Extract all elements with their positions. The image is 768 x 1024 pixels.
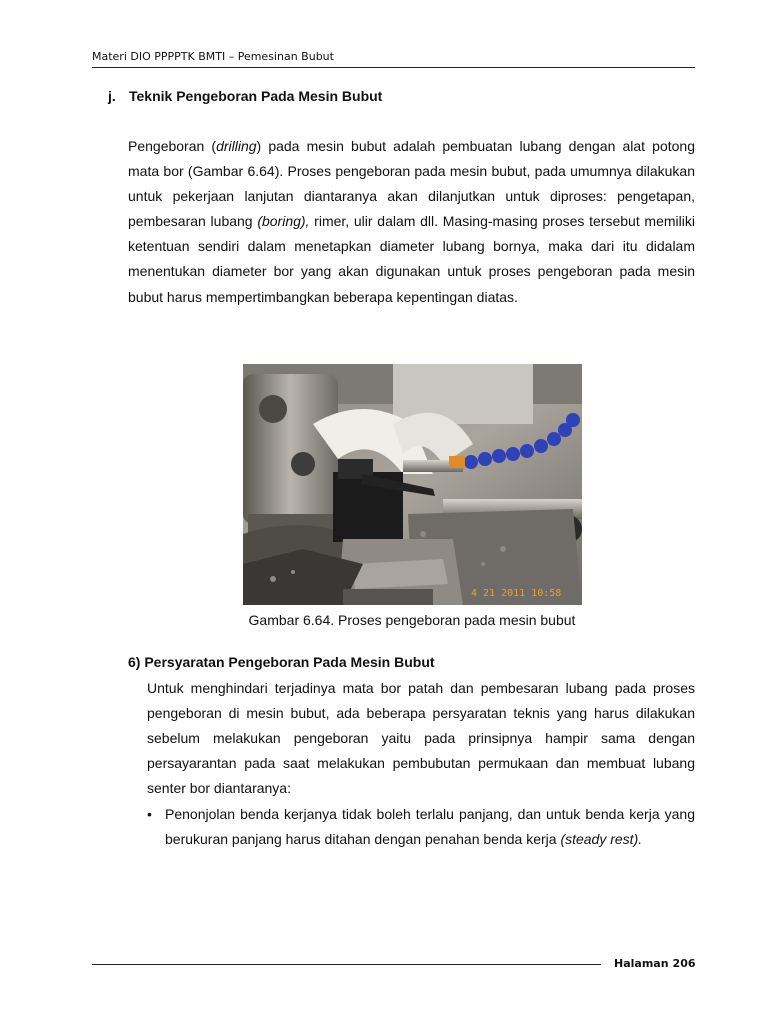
bullet-italic-text: (steady rest). (560, 831, 643, 848)
intro-paragraph (128, 134, 695, 310)
bullet-plain-text: Penonjolan benda kerjanya tidak boleh terlalu panjang, dan untuk benda kerja yang berukuran panjang harus ditahan dengan penahan benda kerja (165, 806, 695, 848)
subsection-paragraph: Untuk menghindari terjadinya mata bor patah dan pembesaran lubang pada proses pengeboran di mesin bubut, ada beberapa persyaratan teknis yang harus dilakukan sebelum melakukan pengeboran yaitu pada prinsipnya hampir sama dengan persayarantan pada saat melakukan pembubutan permukaan dan membuat lubang senter bor diantaranya: (147, 680, 695, 797)
photo-timestamp: 4 21 2011 10:58 (471, 588, 562, 599)
figure-caption: Gambar 6.64. Proses pengeboran pada mesin bubut (248, 612, 576, 628)
header-divider (92, 67, 695, 68)
para-text: ) pada mesin bubut adalah pembuatan lubang dengan alat potong mata bor (Gambar 6.64). Proses pengeboran pada mesin bubut, pada umumnya dilakukan untuk pekerjaan lanjutan diantaranya akan dilanjutkan untuk diproses: pengetapan, pembesaran lubang (128, 138, 695, 230)
running-header: Materi DIO PPPPTK BMTI – Pemesinan Bubut (92, 50, 334, 63)
bullet-marker: • (147, 806, 152, 822)
page-footer (614, 957, 696, 970)
footer-divider (92, 964, 601, 965)
section-heading (108, 88, 382, 104)
lathe-drilling-photo (243, 364, 582, 605)
para-italic-drilling: drilling (216, 138, 257, 154)
bullet-text (165, 802, 695, 852)
subsection-heading: 6) Persyaratan Pengeboran Pada Mesin Bubut (128, 654, 435, 670)
para-italic-boring: (boring), (257, 213, 310, 230)
page-number: 206 (672, 957, 696, 970)
para-text: rimer, ulir dalam dll. Masing-masing proses tersebut memiliki ketentuan sendiri dalam menetapkan diameter lubang bornya, maka dari itu didalam menentukan diameter bor yang akan digunakan untuk proses pengeboran pada mesin bubut harus mempertimbangkan beberapa kepentingan diatas. (128, 213, 695, 305)
para-text: Pengeboran ( (128, 138, 217, 154)
section-number: j. (108, 88, 116, 104)
section-title: Teknik Pengeboran Pada Mesin Bubut (129, 88, 383, 104)
page-label: Halaman (614, 957, 669, 970)
list-item (147, 802, 695, 852)
